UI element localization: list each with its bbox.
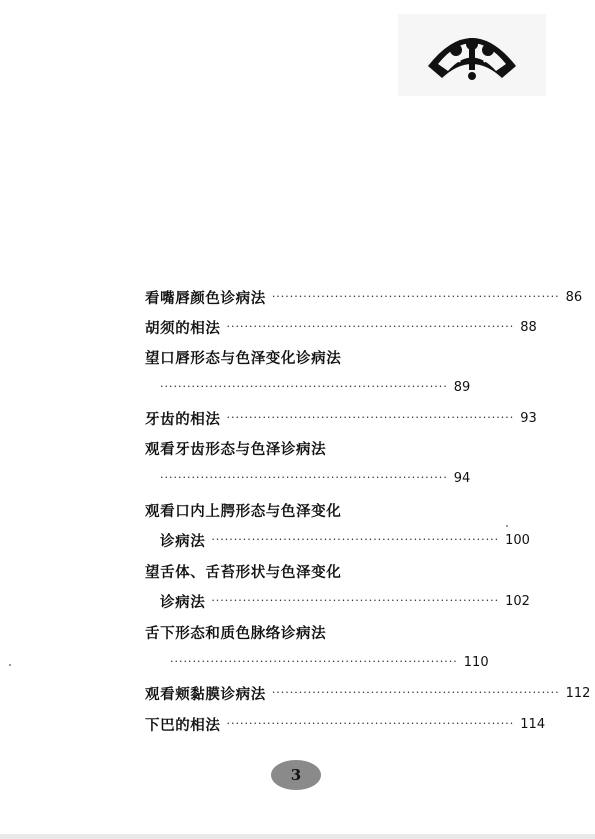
scan-speck (9, 664, 11, 666)
toc-entry-page: 86 (565, 289, 583, 305)
toc-entry-continuation[interactable] (160, 530, 530, 550)
toc-entry-page: 112 (565, 685, 591, 701)
toc-dot-leader: ································································ (170, 655, 458, 668)
toc-entry-page: 93 (520, 410, 537, 426)
toc-entry-title: 看嘴唇颜色诊病法 (145, 289, 266, 307)
toc-entry-title: 下巴的相法 (145, 716, 221, 734)
toc-entry-page: 100 (505, 532, 530, 548)
toc-entry-page: 89 (453, 379, 471, 395)
toc-entry[interactable] (145, 287, 583, 307)
toc-dot-leader: ································································ (271, 290, 560, 303)
toc-entry-title: 望舌体、舌苔形状与色泽变化 (145, 563, 342, 581)
toc-entry[interactable] (145, 561, 418, 581)
toc-entry[interactable] (145, 500, 418, 520)
toc-entry-continuation[interactable] (170, 652, 489, 672)
toc-dot-leader: ································································ (226, 320, 515, 333)
fan-ornament-icon (398, 14, 546, 96)
toc-entry[interactable] (145, 438, 418, 458)
toc-entry-title: 诊病法 (160, 532, 206, 550)
toc-entry-title: 诊病法 (160, 593, 206, 611)
toc-entry-title: 观看颊黏膜诊病法 (145, 685, 266, 703)
toc-entry-title: 观看口内上腭形态与色泽变化 (145, 502, 342, 520)
toc-entry-continuation[interactable] (160, 591, 530, 611)
toc-entry-title: 望口唇形态与色泽变化诊病法 (145, 349, 342, 367)
scan-speck (506, 525, 508, 527)
toc-dot-leader: ································································ (226, 717, 515, 730)
toc-entry-page: 88 (520, 319, 537, 335)
toc-entry[interactable] (145, 683, 591, 703)
toc-entry-page: 110 (463, 654, 489, 670)
toc-entry-title: 胡须的相法 (145, 319, 221, 337)
page-number: 3 (290, 766, 302, 784)
page-number-badge (271, 760, 321, 790)
toc-entry[interactable] (145, 622, 418, 642)
toc-dot-leader: ································································ (160, 471, 448, 484)
toc-entry[interactable] (145, 317, 537, 337)
toc-dot-leader: ································································ (211, 594, 500, 607)
toc-entry-continuation[interactable] (160, 377, 471, 397)
toc-dot-leader: ································································ (160, 380, 448, 393)
toc-entry[interactable] (145, 714, 546, 734)
toc-entry-title: 牙齿的相法 (145, 410, 221, 428)
toc-entry[interactable] (145, 408, 537, 428)
toc-entry-page: 114 (520, 716, 546, 732)
toc-entry-page: 102 (505, 593, 530, 609)
toc-dot-leader: ································································ (226, 411, 515, 424)
page-bottom-edge (0, 834, 595, 839)
toc-entry-title: 观看牙齿形态与色泽诊病法 (145, 440, 327, 458)
toc-dot-leader: ································································ (271, 686, 560, 699)
toc-entry-page: 94 (453, 470, 471, 486)
toc-entry-continuation[interactable] (160, 468, 471, 488)
toc-entry[interactable] (145, 347, 418, 367)
toc-dot-leader: ································································ (211, 533, 500, 546)
toc-entry-title: 舌下形态和质色脉络诊病法 (145, 624, 327, 642)
